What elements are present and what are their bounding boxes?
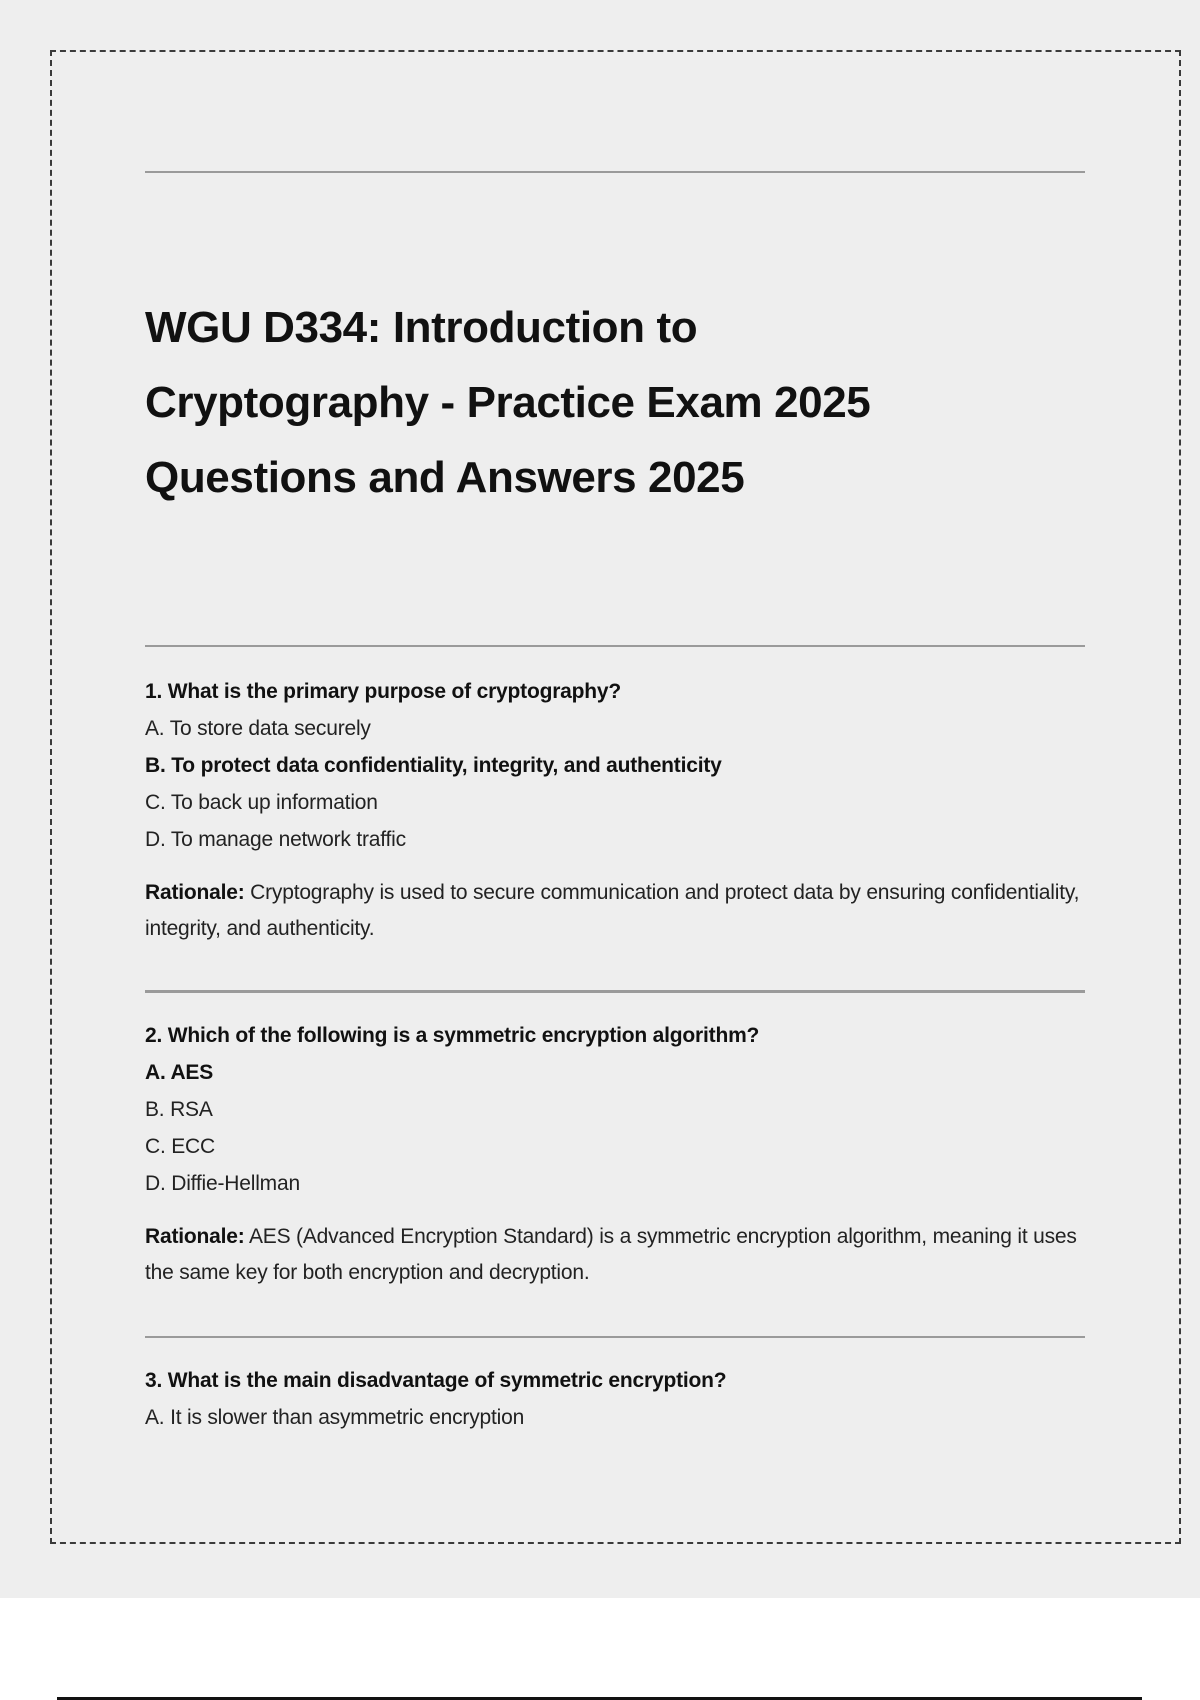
question-2 bbox=[145, 1017, 1085, 1291]
option-d: D. To manage network traffic bbox=[145, 828, 406, 851]
question-3 bbox=[145, 1362, 1085, 1436]
question-text: 3. What is the main disadvantage of symmetric encryption? bbox=[145, 1369, 727, 1392]
divider bbox=[145, 645, 1085, 647]
option-b: B. RSA bbox=[145, 1098, 213, 1121]
rationale-label: Rationale: bbox=[145, 1225, 245, 1248]
divider bbox=[145, 171, 1085, 173]
document-title bbox=[145, 290, 870, 515]
rationale-text: Cryptography is used to secure communication and protect data by ensuring confidentiality, integrity, and authenticity. bbox=[145, 881, 1080, 940]
question-text: 2. Which of the following is a symmetric encryption algorithm? bbox=[145, 1024, 760, 1047]
option-a: A. To store data securely bbox=[145, 717, 371, 740]
question-1 bbox=[145, 673, 1085, 947]
title-line: Questions and Answers 2025 bbox=[145, 453, 745, 502]
divider bbox=[145, 990, 1085, 993]
rationale-text: AES (Advanced Encryption Standard) is a symmetric encryption algorithm, meaning it uses the same key for both encryption and decryption. bbox=[145, 1225, 1077, 1284]
rationale-label: Rationale: bbox=[145, 881, 245, 904]
option-a-correct: A. AES bbox=[145, 1061, 214, 1084]
option-c: C. ECC bbox=[145, 1135, 215, 1158]
title-line: Cryptography - Practice Exam 2025 bbox=[145, 378, 871, 427]
rationale bbox=[145, 875, 1085, 947]
option-a: A. It is slower than asymmetric encryption bbox=[145, 1406, 525, 1429]
option-b-correct: B. To protect data confidentiality, integrity, and authenticity bbox=[145, 754, 722, 777]
option-c: C. To back up information bbox=[145, 791, 378, 814]
rationale bbox=[145, 1219, 1085, 1291]
divider bbox=[145, 1336, 1085, 1338]
question-text: 1. What is the primary purpose of cryptography? bbox=[145, 680, 622, 703]
title-line: WGU D334: Introduction to bbox=[145, 303, 698, 352]
option-d: D. Diffie-Hellman bbox=[145, 1172, 300, 1195]
